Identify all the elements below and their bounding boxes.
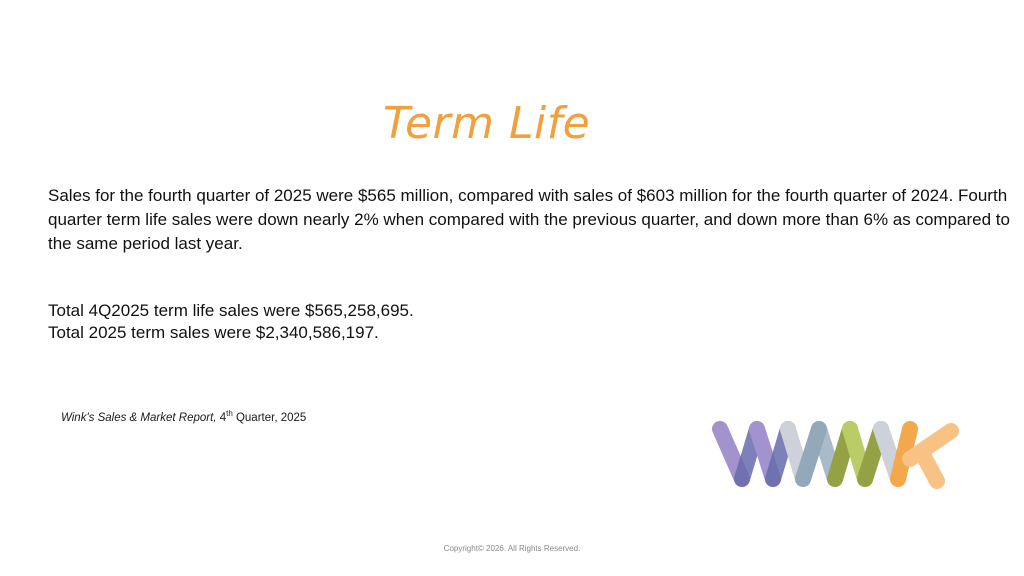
totals-block: [48, 300, 948, 344]
summary-paragraph: Sales for the fourth quarter of 2025 were $565 million, compared with sales of $603 million for the fourth quarter of 2024. Fourth quarter term life sales were down nearly 2% when compared with the previous quarter, and down more than 6% as compared to the same period last year.: [48, 186, 1010, 253]
source-report-name: Wink's Sales & Market Report,: [61, 412, 217, 424]
slide-title: Term Life: [383, 98, 591, 149]
annual-total-line: Total 2025 term sales were $2,340,586,197.: [48, 323, 379, 342]
quarter-total-line: Total 4Q2025 term life sales were $565,258,695.: [48, 301, 414, 320]
source-ordinal-suffix: th: [226, 409, 233, 419]
source-citation: [61, 409, 307, 424]
wink-logo: [705, 415, 970, 495]
logo-stroke: [923, 455, 937, 481]
copyright-notice: Copyright© 2026. All Rights Reserved.: [443, 544, 581, 553]
source-quarter-number: 4: [219, 412, 227, 424]
source-period: Quarter, 2025: [235, 412, 307, 424]
